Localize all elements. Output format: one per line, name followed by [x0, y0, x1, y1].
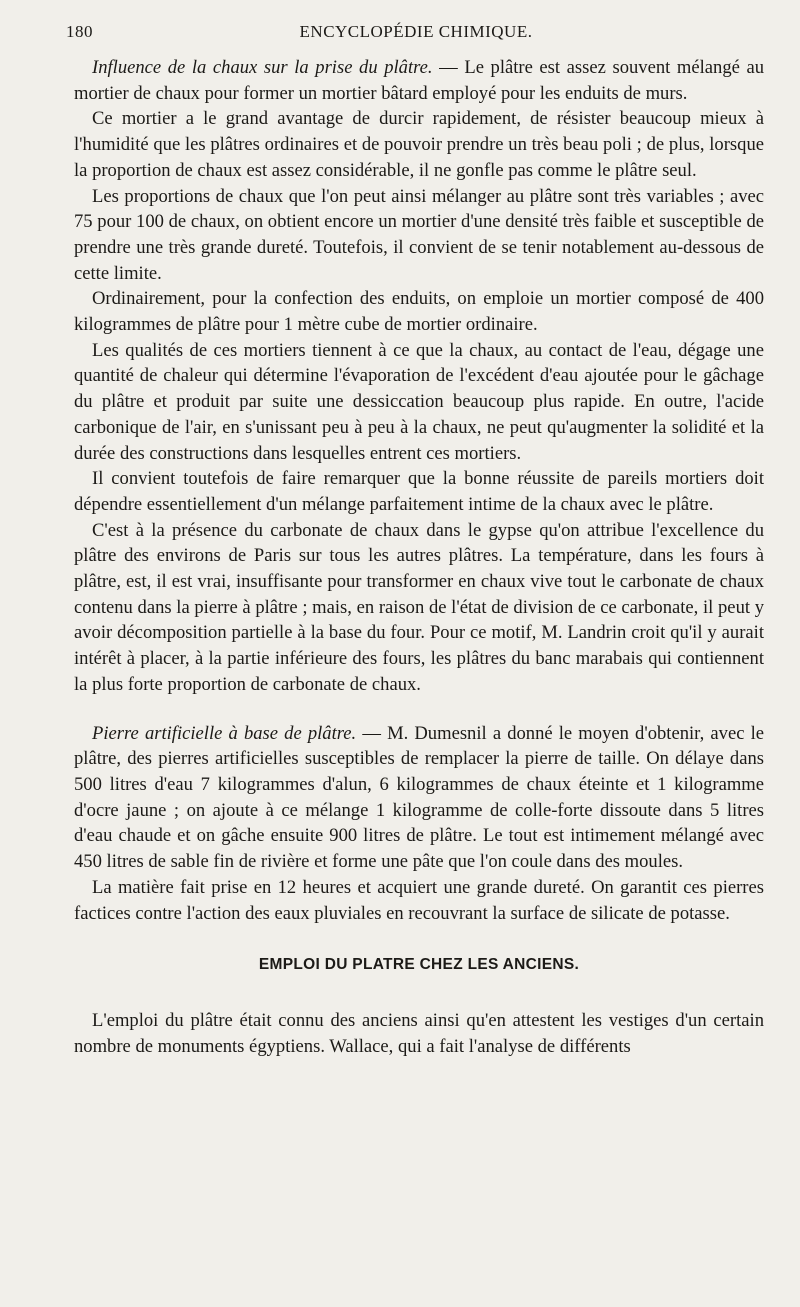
section-heading-anciens: EMPLOI DU PLATRE CHEZ LES ANCIENS. — [258, 956, 580, 974]
page-number: 180 — [66, 22, 93, 41]
section-title-influence: Influence de la chaux sur la prise du plâtre. — [92, 57, 433, 78]
running-title: ENCYCLOPÉDIE CHIMIQUE. — [299, 22, 533, 41]
paragraph: La matière fait prise en 12 heures et acquiert une grande dureté. On garantit ces pierres factices contre l'action des eaux pluviales en recouvrant la surface de silicate de potasse. — [74, 876, 764, 924]
paragraph: Il convient toutefois de faire remarquer que la bonne réussite de pareils mortiers doit dépendre essentiellement d'un mélange parfaitement intime de la chaux avec le plâtre. — [74, 468, 764, 515]
section-intro-text: — M. Dumesnil a donné le moyen d'obtenir, avec le plâtre, des pierres artificielles susceptibles de remplacer la pierre de taille. On délaye dans 500 litres d'eau 7 kilogrammes d'alun, 6 kilogrammes de chaux éteinte et 1 kilogramme d'ocre jaune ; on ajoute à ce mélange 1 kilogramme de colle-forte dissoute dans 5 litres d'eau chaude et on gâche ensuite 900 litres de plâtre. Le tout est intimement mélangé avec 450 litres de sable fin de rivière et forme une pâte que l'on coule dans des moules. — [74, 722, 764, 873]
section-influence-intro — [74, 55, 764, 106]
page-body — [74, 55, 764, 1059]
paragraph: Ordinairement, pour la confection des enduits, on emploie un mortier composé de 400 kilogrammes de plâtre pour 1 mètre cube de mortier ordinaire. — [74, 288, 764, 336]
paragraph: Les qualités de ces mortiers tiennent à ce que la chaux, au contact de l'eau, dégage une quantité de chaleur qui détermine l'évaporation de l'excédent d'eau ajoutée pour le gâchage du plâtre et produit par suite une dessiccation beaucoup plus rapide. En outre, l'acide carbonique de l'air, en s'unissant peu à peu à la chaux, ne peut qu'augmenter la solidité et la durée des constructions dans lesquelles entrent ces mortiers. — [74, 339, 764, 464]
paragraph: C'est à la présence du carbonate de chaux dans le gypse qu'on attribue l'excellence du plâtre des environs de Paris sur tous les autres plâtres. La température, dans les fours à plâtre, est, il est vrai, insuffisante pour transformer en chaux vive tout le carbonate de chaux contenu dans la pierre à plâtre ; mais, en raison de l'état de division de ce carbonate, il peut y avoir décomposition partielle à la base du four. Pour ce motif, M. Landrin croit qu'il y aurait intérêt à placer, à la partie inférieure des fours, les plâtres du banc marabais qui contiennent la plus forte proportion de carbonate de chaux. — [74, 519, 764, 695]
paragraph: Les proportions de chaux que l'on peut ainsi mélanger au plâtre sont très variables ; avec 75 pour 100 de chaux, on obtient encore un mortier d'une densité très faible et susceptible de prendre une très grande dureté. Toutefois, il convient de se tenir notablement au-dessous de cette limite. — [74, 185, 764, 284]
section-pierre-intro — [74, 721, 764, 875]
section-intro-text: — Le plâtre est assez souvent mélangé au mortier de chaux pour former un mortier bâtard employé pour les enduits de murs. — [74, 57, 764, 104]
section-title-pierre: Pierre artificielle à base de plâtre. — [92, 722, 357, 744]
paragraph: Ce mortier a le grand avantage de durcir rapidement, de résister beaucoup mieux à l'humidité que les plâtres ordinaires et de pouvoir prendre un très beau poli ; de plus, lorsque la proportion de chaux est assez considérable, il ne gonfle pas comme le plâtre seul. — [74, 108, 764, 181]
paragraph: L'emploi du plâtre était connu des anciens ainsi qu'en attestent les vestiges d'un certain nombre de monuments égyptiens. Wallace, qui a fait l'analyse de différents — [74, 1009, 764, 1057]
page-header — [66, 22, 766, 46]
